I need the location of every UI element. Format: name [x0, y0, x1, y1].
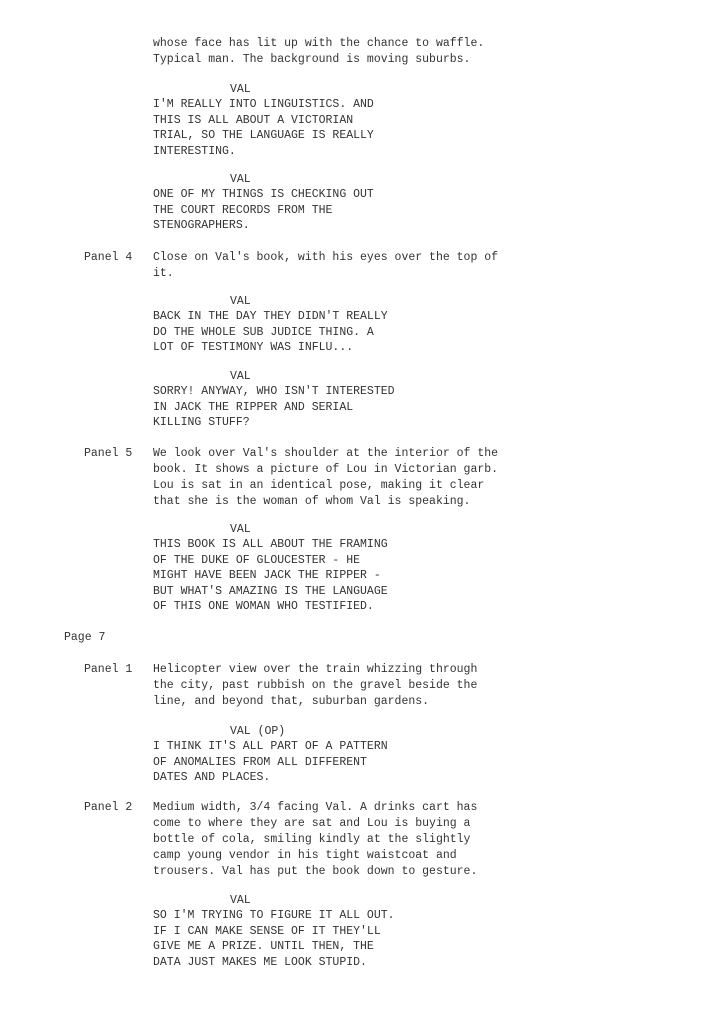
- action-line: Close on Val's book, with his eyes over the top of: [153, 251, 499, 264]
- dialogue-line: LOT OF TESTIMONY WAS INFLU...: [153, 341, 354, 354]
- dialogue-line: I'M REALLY INTO LINGUISTICS. AND: [153, 98, 374, 111]
- dialogue-line: OF ANOMALIES FROM ALL DIFFERENT: [153, 756, 367, 769]
- character-cue: VAL: [230, 370, 251, 383]
- character-cue: VAL: [230, 83, 251, 96]
- dialogue-line: I THINK IT'S ALL PART OF A PATTERN: [153, 740, 388, 753]
- action-line: Lou is sat in an identical pose, making it clear: [153, 479, 485, 492]
- action-line: Helicopter view over the train whizzing through: [153, 663, 478, 676]
- action-line: We look over Val's shoulder at the interior of the: [153, 447, 499, 460]
- action-line: line, and beyond that, suburban gardens.: [153, 695, 430, 708]
- action-line: camp young vendor in his tight waistcoat and: [153, 849, 457, 862]
- action-line: that she is the woman of whom Val is speaking.: [153, 495, 471, 508]
- dialogue-line: OF THE DUKE OF GLOUCESTER - HE: [153, 554, 361, 567]
- dialogue-line: THIS BOOK IS ALL ABOUT THE FRAMING: [153, 538, 388, 551]
- dialogue-line: OF THIS ONE WOMAN WHO TESTIFIED.: [153, 600, 374, 613]
- panel-label: Panel 4: [84, 251, 133, 264]
- dialogue-line: THIS IS ALL ABOUT A VICTORIAN: [153, 114, 354, 127]
- dialogue-line: BACK IN THE DAY THEY DIDN'T REALLY: [153, 310, 388, 323]
- character-cue: VAL: [230, 523, 251, 536]
- dialogue-line: SO I'M TRYING TO FIGURE IT ALL OUT.: [153, 909, 395, 922]
- dialogue-line: STENOGRAPHERS.: [153, 219, 250, 232]
- panel-label: Panel 2: [84, 801, 133, 814]
- action-line: the city, past rubbish on the gravel beside the: [153, 679, 478, 692]
- character-cue: VAL (OP): [230, 725, 286, 738]
- character-cue: VAL: [230, 295, 251, 308]
- action-line: book. It shows a picture of Lou in Victorian garb.: [153, 463, 499, 476]
- action-line: come to where they are sat and Lou is buying a: [153, 817, 471, 830]
- dialogue-line: GIVE ME A PRIZE. UNTIL THEN, THE: [153, 940, 374, 953]
- panel-label: Panel 5: [84, 447, 133, 460]
- action-line: whose face has lit up with the chance to waffle.: [153, 37, 485, 50]
- action-line: bottle of cola, smiling kindly at the slightly: [153, 833, 471, 846]
- dialogue-line: ONE OF MY THINGS IS CHECKING OUT: [153, 188, 374, 201]
- dialogue-line: INTERESTING.: [153, 145, 236, 158]
- dialogue-line: IN JACK THE RIPPER AND SERIAL: [153, 401, 354, 414]
- character-cue: VAL: [230, 173, 251, 186]
- action-line: Medium width, 3/4 facing Val. A drinks cart has: [153, 801, 478, 814]
- panel-label: Panel 1: [84, 663, 133, 676]
- action-line: Typical man. The background is moving suburbs.: [153, 53, 471, 66]
- page-heading: Page 7: [64, 631, 106, 644]
- dialogue-line: MIGHT HAVE BEEN JACK THE RIPPER -: [153, 569, 381, 582]
- dialogue-line: DATA JUST MAKES ME LOOK STUPID.: [153, 956, 367, 969]
- dialogue-line: TRIAL, SO THE LANGUAGE IS REALLY: [153, 129, 374, 142]
- action-line: it.: [153, 267, 174, 280]
- dialogue-line: BUT WHAT'S AMAZING IS THE LANGUAGE: [153, 585, 388, 598]
- action-line: trousers. Val has put the book down to gesture.: [153, 865, 478, 878]
- dialogue-line: SORRY! ANYWAY, WHO ISN'T INTERESTED: [153, 385, 395, 398]
- character-cue: VAL: [230, 894, 251, 907]
- dialogue-line: DATES AND PLACES.: [153, 771, 271, 784]
- dialogue-line: DO THE WHOLE SUB JUDICE THING. A: [153, 326, 374, 339]
- dialogue-line: KILLING STUFF?: [153, 416, 250, 429]
- dialogue-line: IF I CAN MAKE SENSE OF IT THEY'LL: [153, 925, 381, 938]
- dialogue-line: THE COURT RECORDS FROM THE: [153, 204, 333, 217]
